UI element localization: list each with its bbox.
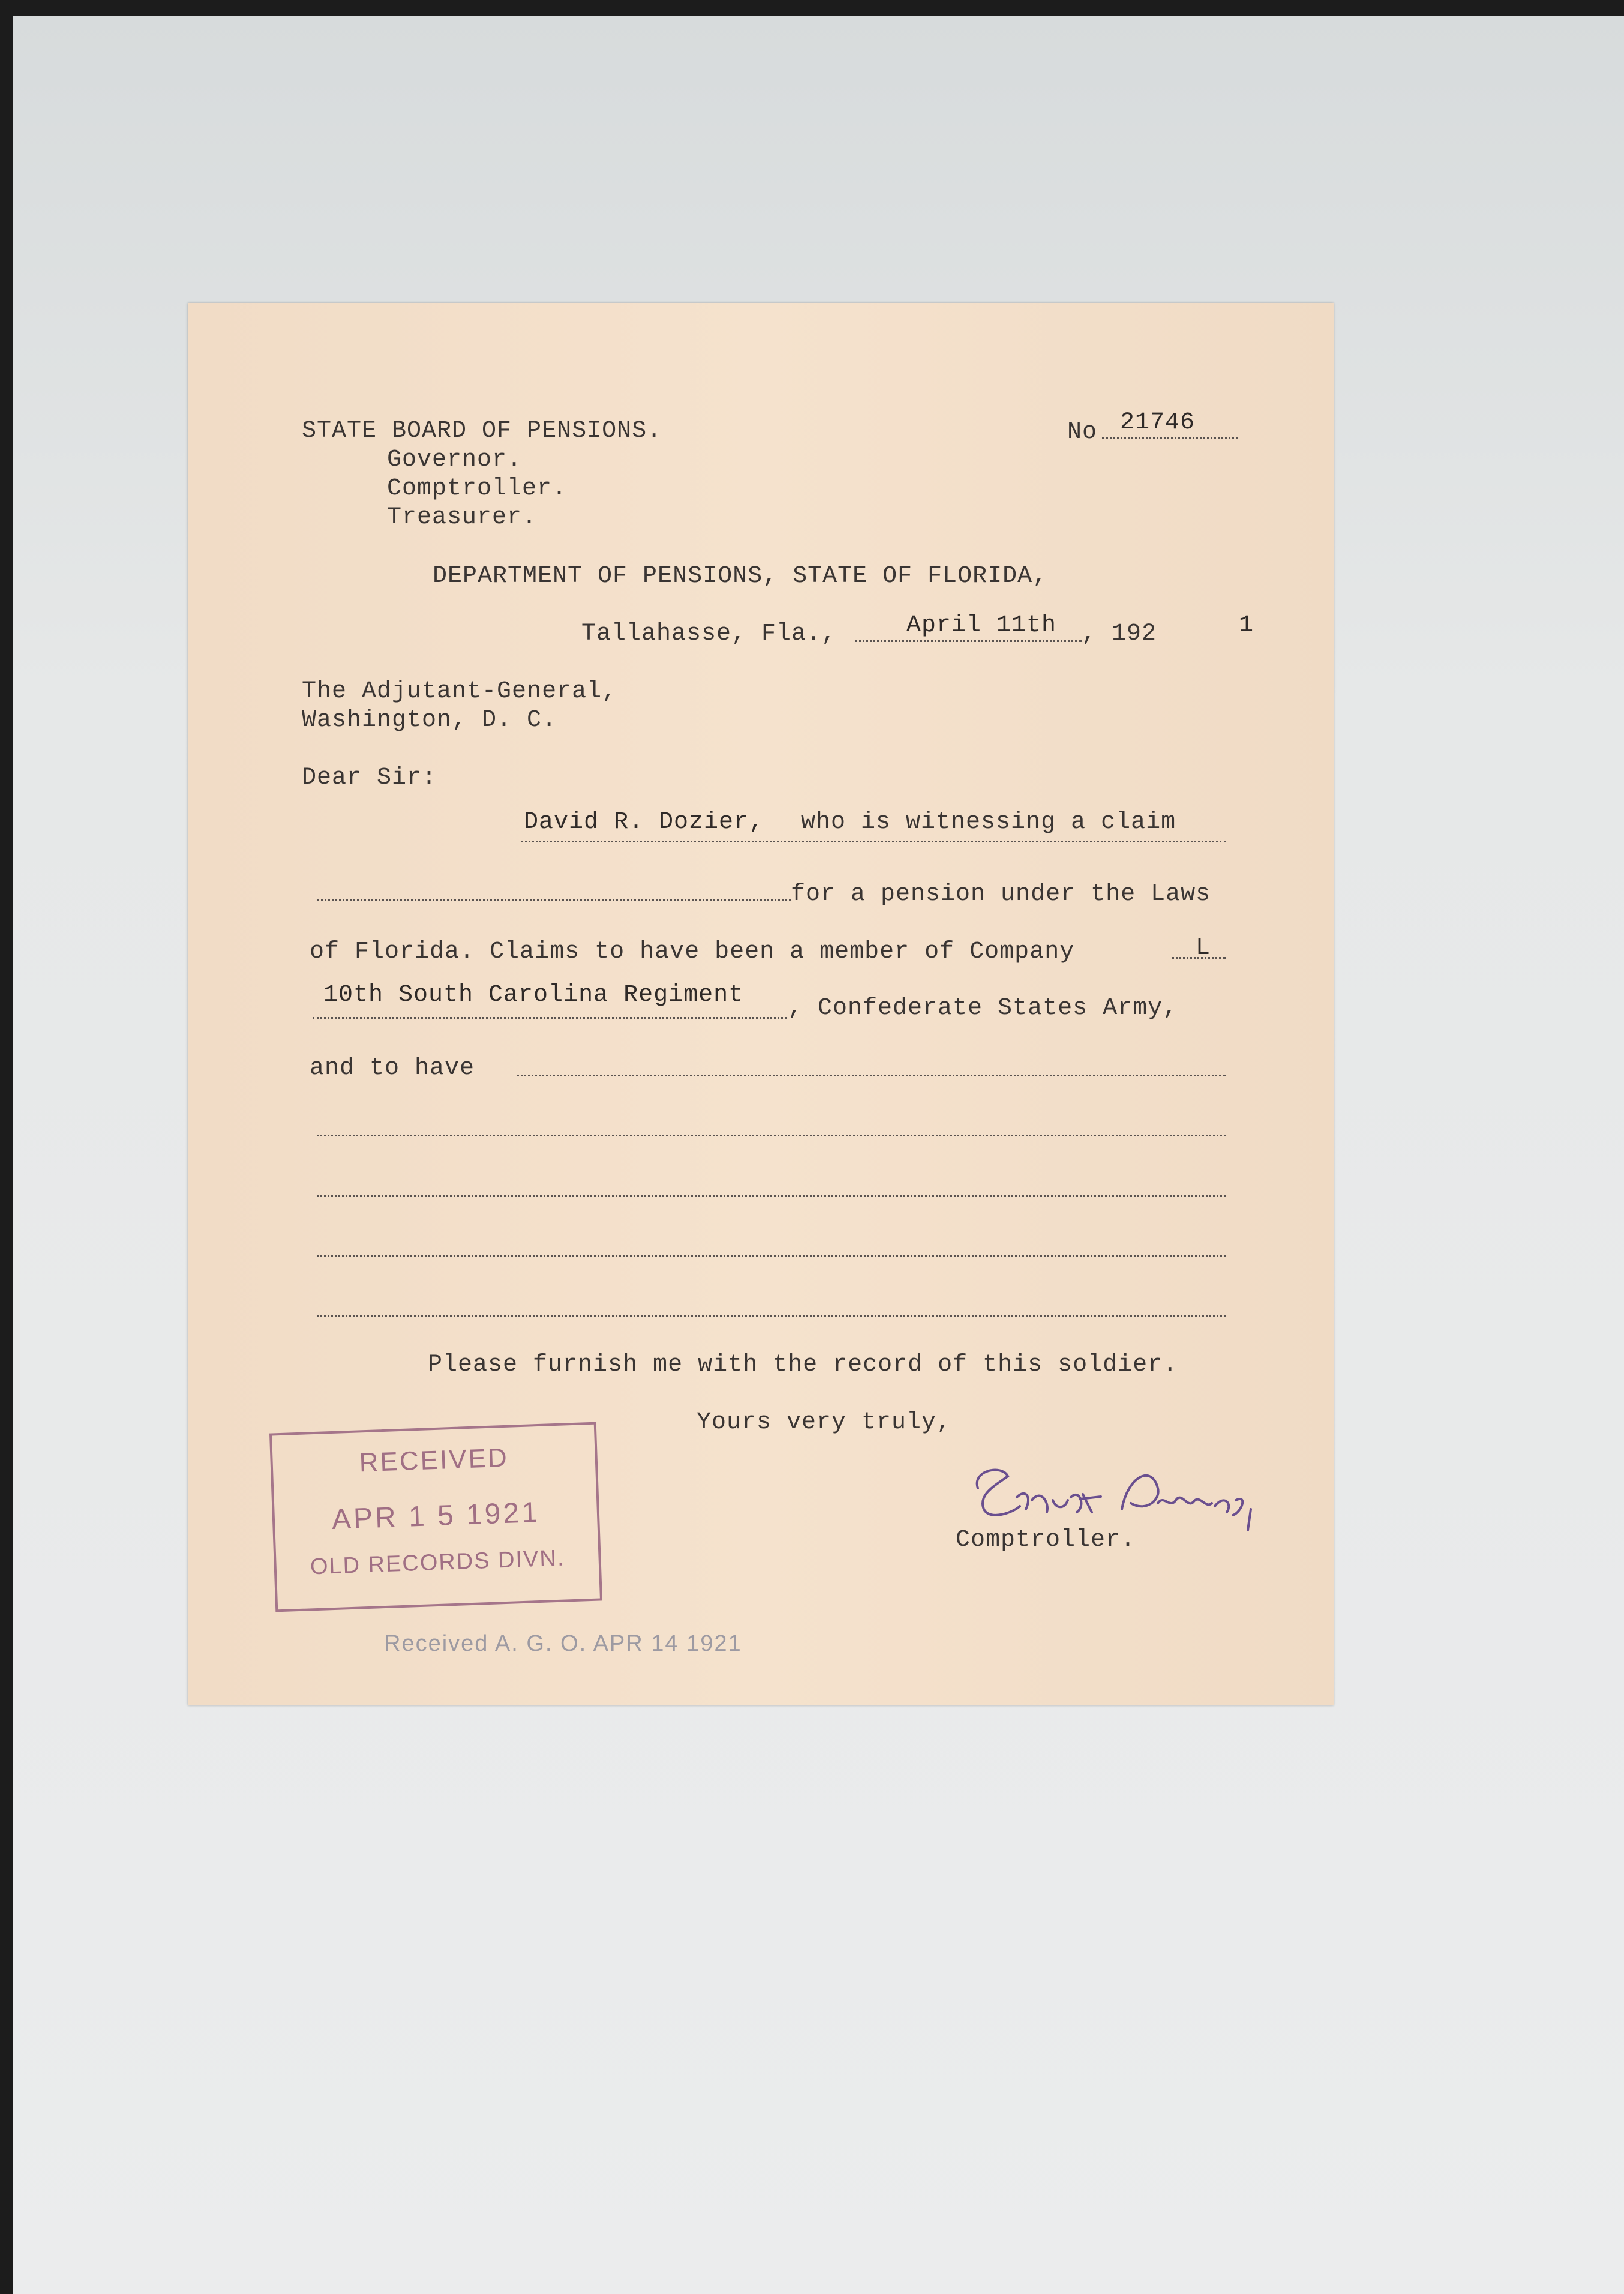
- date-rule: [855, 640, 1082, 642]
- scanner-edge-left: [0, 0, 13, 2294]
- board-member-governor: Governor.: [387, 446, 523, 473]
- received-stamp-division: OLD RECORDS DIVN.: [310, 1545, 566, 1580]
- claim-number: 21746: [1120, 409, 1196, 436]
- letter-date: April 11th: [906, 612, 1057, 639]
- dateline-year-prefix: , 192: [1082, 620, 1157, 647]
- received-stamp-line-1: RECEIVED: [358, 1443, 509, 1478]
- body-line-4: , Confederate States Army,: [788, 995, 1178, 1022]
- regiment-rule: [313, 1017, 787, 1019]
- body-line-3: of Florida. Claims to have been a member of Company: [310, 938, 1075, 965]
- received-stamp: [269, 1422, 602, 1612]
- board-member-comptroller: Comptroller.: [387, 475, 568, 502]
- dateline-place: Tallahasse, Fla.,: [581, 620, 837, 647]
- addressee-line-1: The Adjutant-General,: [302, 678, 617, 705]
- board-heading: STATE BOARD OF PENSIONS.: [302, 418, 662, 445]
- service-rule-4: [317, 1255, 1226, 1257]
- comptroller-signature: [960, 1452, 1272, 1536]
- number-rule: [1102, 437, 1238, 439]
- company-letter: L: [1196, 935, 1211, 962]
- claimant-name: David R. Dozier,: [524, 809, 764, 836]
- number-label: No: [1067, 419, 1098, 446]
- scanner-edge-top: [0, 0, 1624, 16]
- closing: Yours very truly,: [697, 1409, 952, 1436]
- board-member-treasurer: Treasurer.: [387, 504, 538, 531]
- regiment-name: 10th South Carolina Regiment: [323, 982, 744, 1009]
- salutation: Dear Sir:: [302, 764, 437, 791]
- service-rule-3: [317, 1195, 1226, 1197]
- service-rule-5: [317, 1315, 1226, 1317]
- service-rule-1: [517, 1075, 1226, 1076]
- body-line-5: and to have: [310, 1055, 475, 1082]
- secondary-received-stamp: Received A. G. O. APR 14 1921: [384, 1631, 742, 1656]
- record-request: Please furnish me with the record of this soldier.: [428, 1351, 1178, 1378]
- signature-title: Comptroller.: [956, 1527, 1136, 1554]
- department-heading: DEPARTMENT OF PENSIONS, STATE OF FLORIDA,: [433, 563, 1048, 590]
- addressee-line-2: Washington, D. C.: [302, 707, 557, 734]
- claimant-rule: [521, 841, 1226, 842]
- service-rule-2: [317, 1135, 1226, 1136]
- dateline-year-suffix: 1: [1239, 612, 1254, 639]
- blank-rule-claim: [317, 899, 791, 901]
- body-line-1: who is witnessing a claim: [801, 809, 1176, 836]
- received-stamp-date: APR 1 5 1921: [331, 1496, 541, 1536]
- body-line-2: for a pension under the Laws: [791, 881, 1211, 908]
